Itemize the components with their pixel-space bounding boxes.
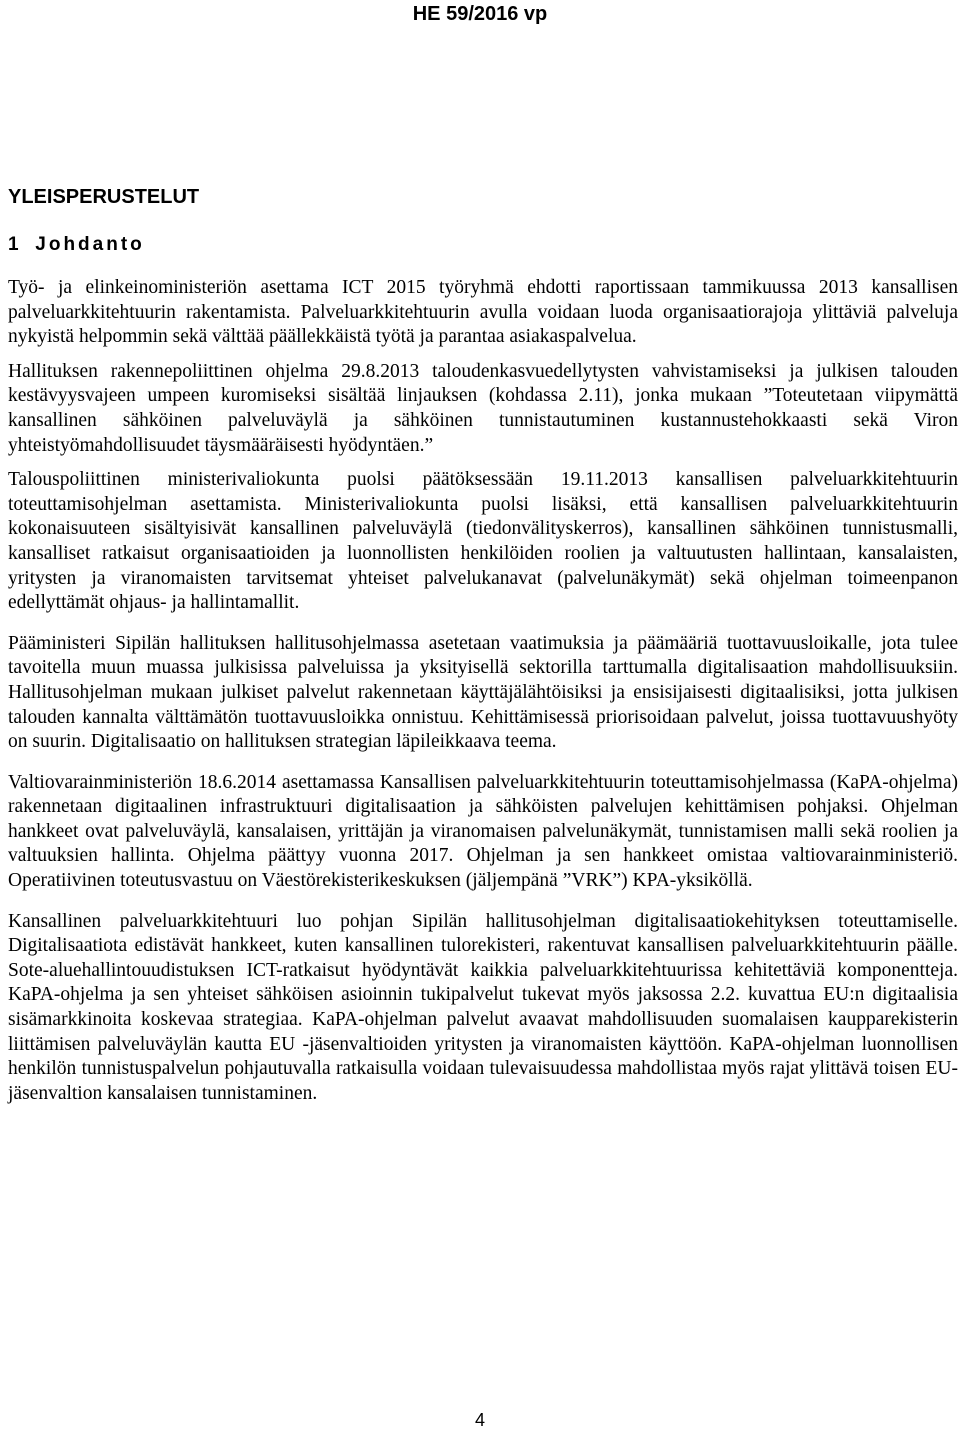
section-title: YLEISPERUSTELUT bbox=[8, 186, 200, 208]
chapter-title: Johdanto bbox=[35, 234, 145, 255]
document-body bbox=[8, 184, 958, 1116]
chapter-heading bbox=[8, 232, 958, 258]
paragraph-palveluarkkitehtuuri: Kansallinen palveluarkkitehtuuri luo pohjan Sipilän hallitusohjelman digitalisaatiokehityksen toteuttamiselle. Digitalisaatiota edistävät hankkeet, kuten kansallinen tulorekisteri, rakentuvat kansallisen palveluarkkitehtuurin päälle. Sote-aluehallintouudistuksen ICT-ratkaisut hyödyntävät kaikkia palveluarkkitehtuurissa kehitettäviä komponentteja. KaPA-ohjelma ja sen yhteiset sähköisen asioinnin tukipalvelut tukevat myös jaksossa 2.2. kuvattua EU:n digitaalisia sisämarkkinoita koskevaa strategiaa. KaPA-ohjelman palvelut avaavat mahdollisuuden suomalaisen kaupparekisterin liittämisen palveluväylän kautta EU -jäsenvaltioiden yritysten ja viranomaisten käyttöön. KaPA-ohjelman luonnollisen henkilön tunnistuspalvelun pohjautuvalla ratkaisulla voidaan tulevaisuudessa mahdollistaa myös rajat ylittävä toisen EU-jäsenvaltion kansalaisen tunnistaminen. bbox=[8, 910, 958, 1104]
paragraph-ministerivaliokunta: Talouspoliittinen ministerivaliokunta puolsi päätöksessään 19.11.2013 kansallisen palveluarkkitehtuurin toteuttamisohjelman asettamista. Ministerivaliokunta puolsi lisäksi, että kansallisen palveluarkkitehtuurin kokonaisuuteen sisältyisivät kansallinen palveluväylä (tiedonvälityskerros), kansallinen sähköinen tunnistusmalli, kansalliset ratkaisut organisaatioiden ja luonnollisten henkilöiden roolien ja valtuutusten hallintaan, kansalaisten, yritysten ja viranomaisten tarvitsemat yhteiset palvelukanavat (palvelunäkymät) sekä ohjelman toimeenpanon edellyttämät ohjaus- ja hallintamallit. bbox=[8, 469, 958, 614]
paragraph-hallitusohjelma: Pääministeri Sipilän hallituksen hallitusohjelmassa asetetaan vaatimuksia ja päämääriä tuottavuusloikalle, jota tulee tavoitella muun muassa julkisissa palveluissa ja yksityisellä sektorilla tarttumalla digitalisaation mahdollisuuksiin. Hallitusohjelman mukaan julkiset palvelut rakennetaan käyttäjälähtöisiksi ja ensisijaisesti digitaalisiksi, jotta julkisen talouden kannalta välttämätön tuottavuusloikka onnistuu. Kehittämisessä priorisoidaan palvelut, joissa tuottavuushyöty on suurin. Digitalisaatio on hallituksen strategian läpileikkaava teema. bbox=[8, 632, 958, 753]
page-number: 4 bbox=[474, 1410, 485, 1430]
paragraph-rakennepoliittinen: Hallituksen rakennepoliittinen ohjelma 29.8.2013 taloudenkasvuedellytysten vahvistamiseksi ja julkisen talouden kestävyysvajeen umpeen kuromiseksi sisältää linjauksen (kohdassa 2.11), jonka mukaan ”Toteutetaan viipymättä kansallinen sähköinen palveluväylä ja sähköinen tunnistautuminen kustannustehokkaasti sekä Viron yhteistyömahdollisuudet täysmääräisesti hyödyntäen.” bbox=[8, 360, 958, 456]
paragraph-kapa-ohjelma: Valtiovarainministeriön 18.6.2014 asettamassa Kansallisen palveluarkkitehtuurin toteuttamisohjelmassa (KaPA-ohjelma) rakennetaan digitaalinen infrastruktuuri digitalisaation ja sähköisten palvelujen kehittämisen pohjaksi. Ohjelman hankkeet ovat palveluväylä, kansalaisen, yrittäjän ja viranomaisen palvelunäkymät, tunnistamisen malli sekä roolien ja valtuuksien hallinta. Ohjelma päättyy vuonna 2017. Ohjelman ja sen hankkeet omistaa valtiovarainministeriö. Operatiivinen toteutusvastuu on Väestörekisterikeskuksen (jäljempänä ”VRK”) KPA-yksiköllä. bbox=[8, 771, 958, 892]
chapter-number: 1 bbox=[8, 234, 19, 255]
document-id-header: HE 59/2016 vp bbox=[412, 3, 548, 25]
paragraph-ict2015: Työ- ja elinkeinoministeriön asettama ICT 2015 työryhmä ehdotti raportissaan tammikuussa 2013 kansallisen palveluarkkitehtuurin rakentamista. Palveluarkkitehtuurin avulla voidaan luoda organisaatiorajoja ylittäviä palveluja nykyistä helpommin sekä välttää päällekkäistä työtä ja parantaa asiakaspalvelua. bbox=[8, 277, 958, 348]
